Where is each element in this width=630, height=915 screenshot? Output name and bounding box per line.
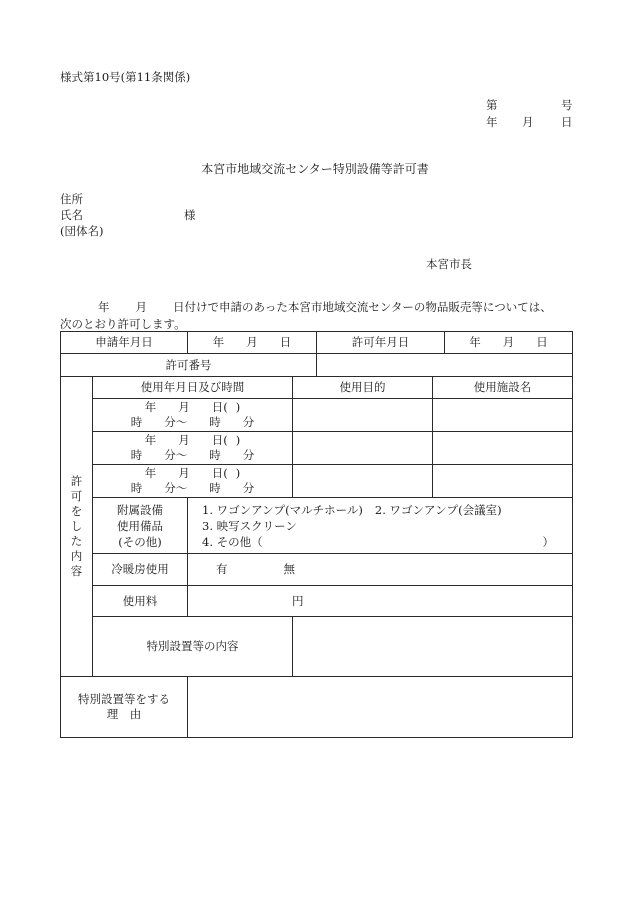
usage-datetime-cell: 年 月 日( ) 時 分～ 時 分 bbox=[93, 432, 293, 465]
fee-value bbox=[188, 586, 573, 617]
col-datetime-header: 使用年月日及び時間 bbox=[93, 377, 293, 399]
permit-date-day: 日 bbox=[536, 335, 548, 349]
application-date-year: 年 bbox=[212, 335, 225, 349]
fee-label: 使用料 bbox=[93, 586, 188, 617]
aircon-value bbox=[188, 554, 573, 586]
equipment-item-2: 2. ワゴンアンプ(会議室) bbox=[374, 502, 502, 517]
equipment-item-3: 3. 映写スクリーン bbox=[202, 518, 297, 533]
issue-date-year: 年 bbox=[486, 115, 498, 129]
intro-line-1 bbox=[98, 299, 552, 315]
equipment-item-4: 4. その他（ bbox=[202, 534, 263, 549]
special-reason-label: 特別設置等をする 理 由 bbox=[61, 677, 188, 738]
permit-number-row bbox=[61, 354, 573, 377]
equipment-items bbox=[188, 498, 573, 554]
document-number-suffix: 号 bbox=[561, 98, 573, 112]
aircon-no: 無 bbox=[283, 562, 295, 576]
issue-date-day: 日 bbox=[561, 115, 573, 129]
usage-header-row bbox=[61, 377, 573, 399]
equipment-label: 附属設備 使用備品 (その他) bbox=[93, 498, 188, 554]
intro-text: 日付けで申請のあった本宮市地域交流センターの物品販売等については、 bbox=[173, 300, 552, 314]
usage-datetime-cell: 年 月 日( ) 時 分～ 時 分 bbox=[93, 399, 293, 432]
special-content-label: 特別設置等の内容 bbox=[93, 617, 293, 677]
fee-unit: 円 bbox=[292, 593, 304, 608]
aircon-row bbox=[61, 554, 573, 586]
col-facility-header: 使用施設名 bbox=[433, 377, 573, 399]
special-reason-row bbox=[61, 677, 573, 738]
document-title: 本宮市地域交流センター特別設備等許可書 bbox=[201, 162, 429, 176]
usage-purpose-cell bbox=[293, 465, 433, 498]
usage-facility-cell bbox=[433, 399, 573, 432]
special-content-value bbox=[293, 617, 573, 677]
date-row bbox=[61, 332, 573, 354]
name-label: 氏名 bbox=[60, 208, 83, 222]
permit-date-label: 許可年月日 bbox=[317, 332, 445, 354]
application-date-value bbox=[188, 332, 317, 354]
permit-date-month: 月 bbox=[502, 335, 515, 349]
address-label: 住所 bbox=[60, 192, 83, 206]
honorific: 様 bbox=[184, 208, 196, 222]
usage-row bbox=[61, 465, 573, 498]
issue-date-month: 月 bbox=[522, 115, 534, 129]
application-date-label: 申請年月日 bbox=[61, 332, 188, 354]
equipment-item-1: 1. ワゴンアンプ(マルチホール) bbox=[202, 502, 363, 517]
usage-datetime-cell: 年 月 日( ) 時 分～ 時 分 bbox=[93, 465, 293, 498]
usage-row bbox=[61, 432, 573, 465]
organization-label: (団体名) bbox=[60, 224, 104, 238]
form-number: 様式第10号(第11条関係) bbox=[60, 70, 191, 84]
usage-facility-cell bbox=[433, 432, 573, 465]
equipment-row bbox=[61, 498, 573, 554]
permit-date-year: 年 bbox=[469, 335, 481, 349]
issuer-name: 本宮市長 bbox=[426, 257, 472, 271]
usage-purpose-cell bbox=[293, 432, 433, 465]
col-purpose-header: 使用目的 bbox=[293, 377, 433, 399]
usage-row bbox=[61, 399, 573, 432]
application-date-day: 日 bbox=[279, 335, 292, 349]
permitted-content-side-label: 許 可 を し た 内 容 bbox=[61, 377, 93, 677]
permit-date-value bbox=[445, 332, 573, 354]
aircon-yes: 有 bbox=[216, 562, 228, 576]
permit-number-label: 許可番号 bbox=[61, 354, 317, 377]
special-reason-value bbox=[188, 677, 573, 738]
special-content-row bbox=[61, 617, 573, 677]
intro-year: 年 bbox=[98, 300, 110, 314]
application-date-month: 月 bbox=[246, 335, 258, 349]
equipment-item-4-close: ） bbox=[542, 534, 554, 549]
usage-facility-cell bbox=[433, 465, 573, 498]
document-number-label: 第 bbox=[486, 98, 498, 112]
fee-row bbox=[61, 586, 573, 617]
permit-table bbox=[60, 331, 573, 738]
aircon-label: 冷暖房使用 bbox=[93, 554, 188, 586]
intro-line-2: 次のとおり許可します。 bbox=[60, 317, 186, 331]
usage-purpose-cell bbox=[293, 399, 433, 432]
intro-month: 月 bbox=[135, 300, 147, 314]
permit-number-value bbox=[317, 354, 573, 377]
